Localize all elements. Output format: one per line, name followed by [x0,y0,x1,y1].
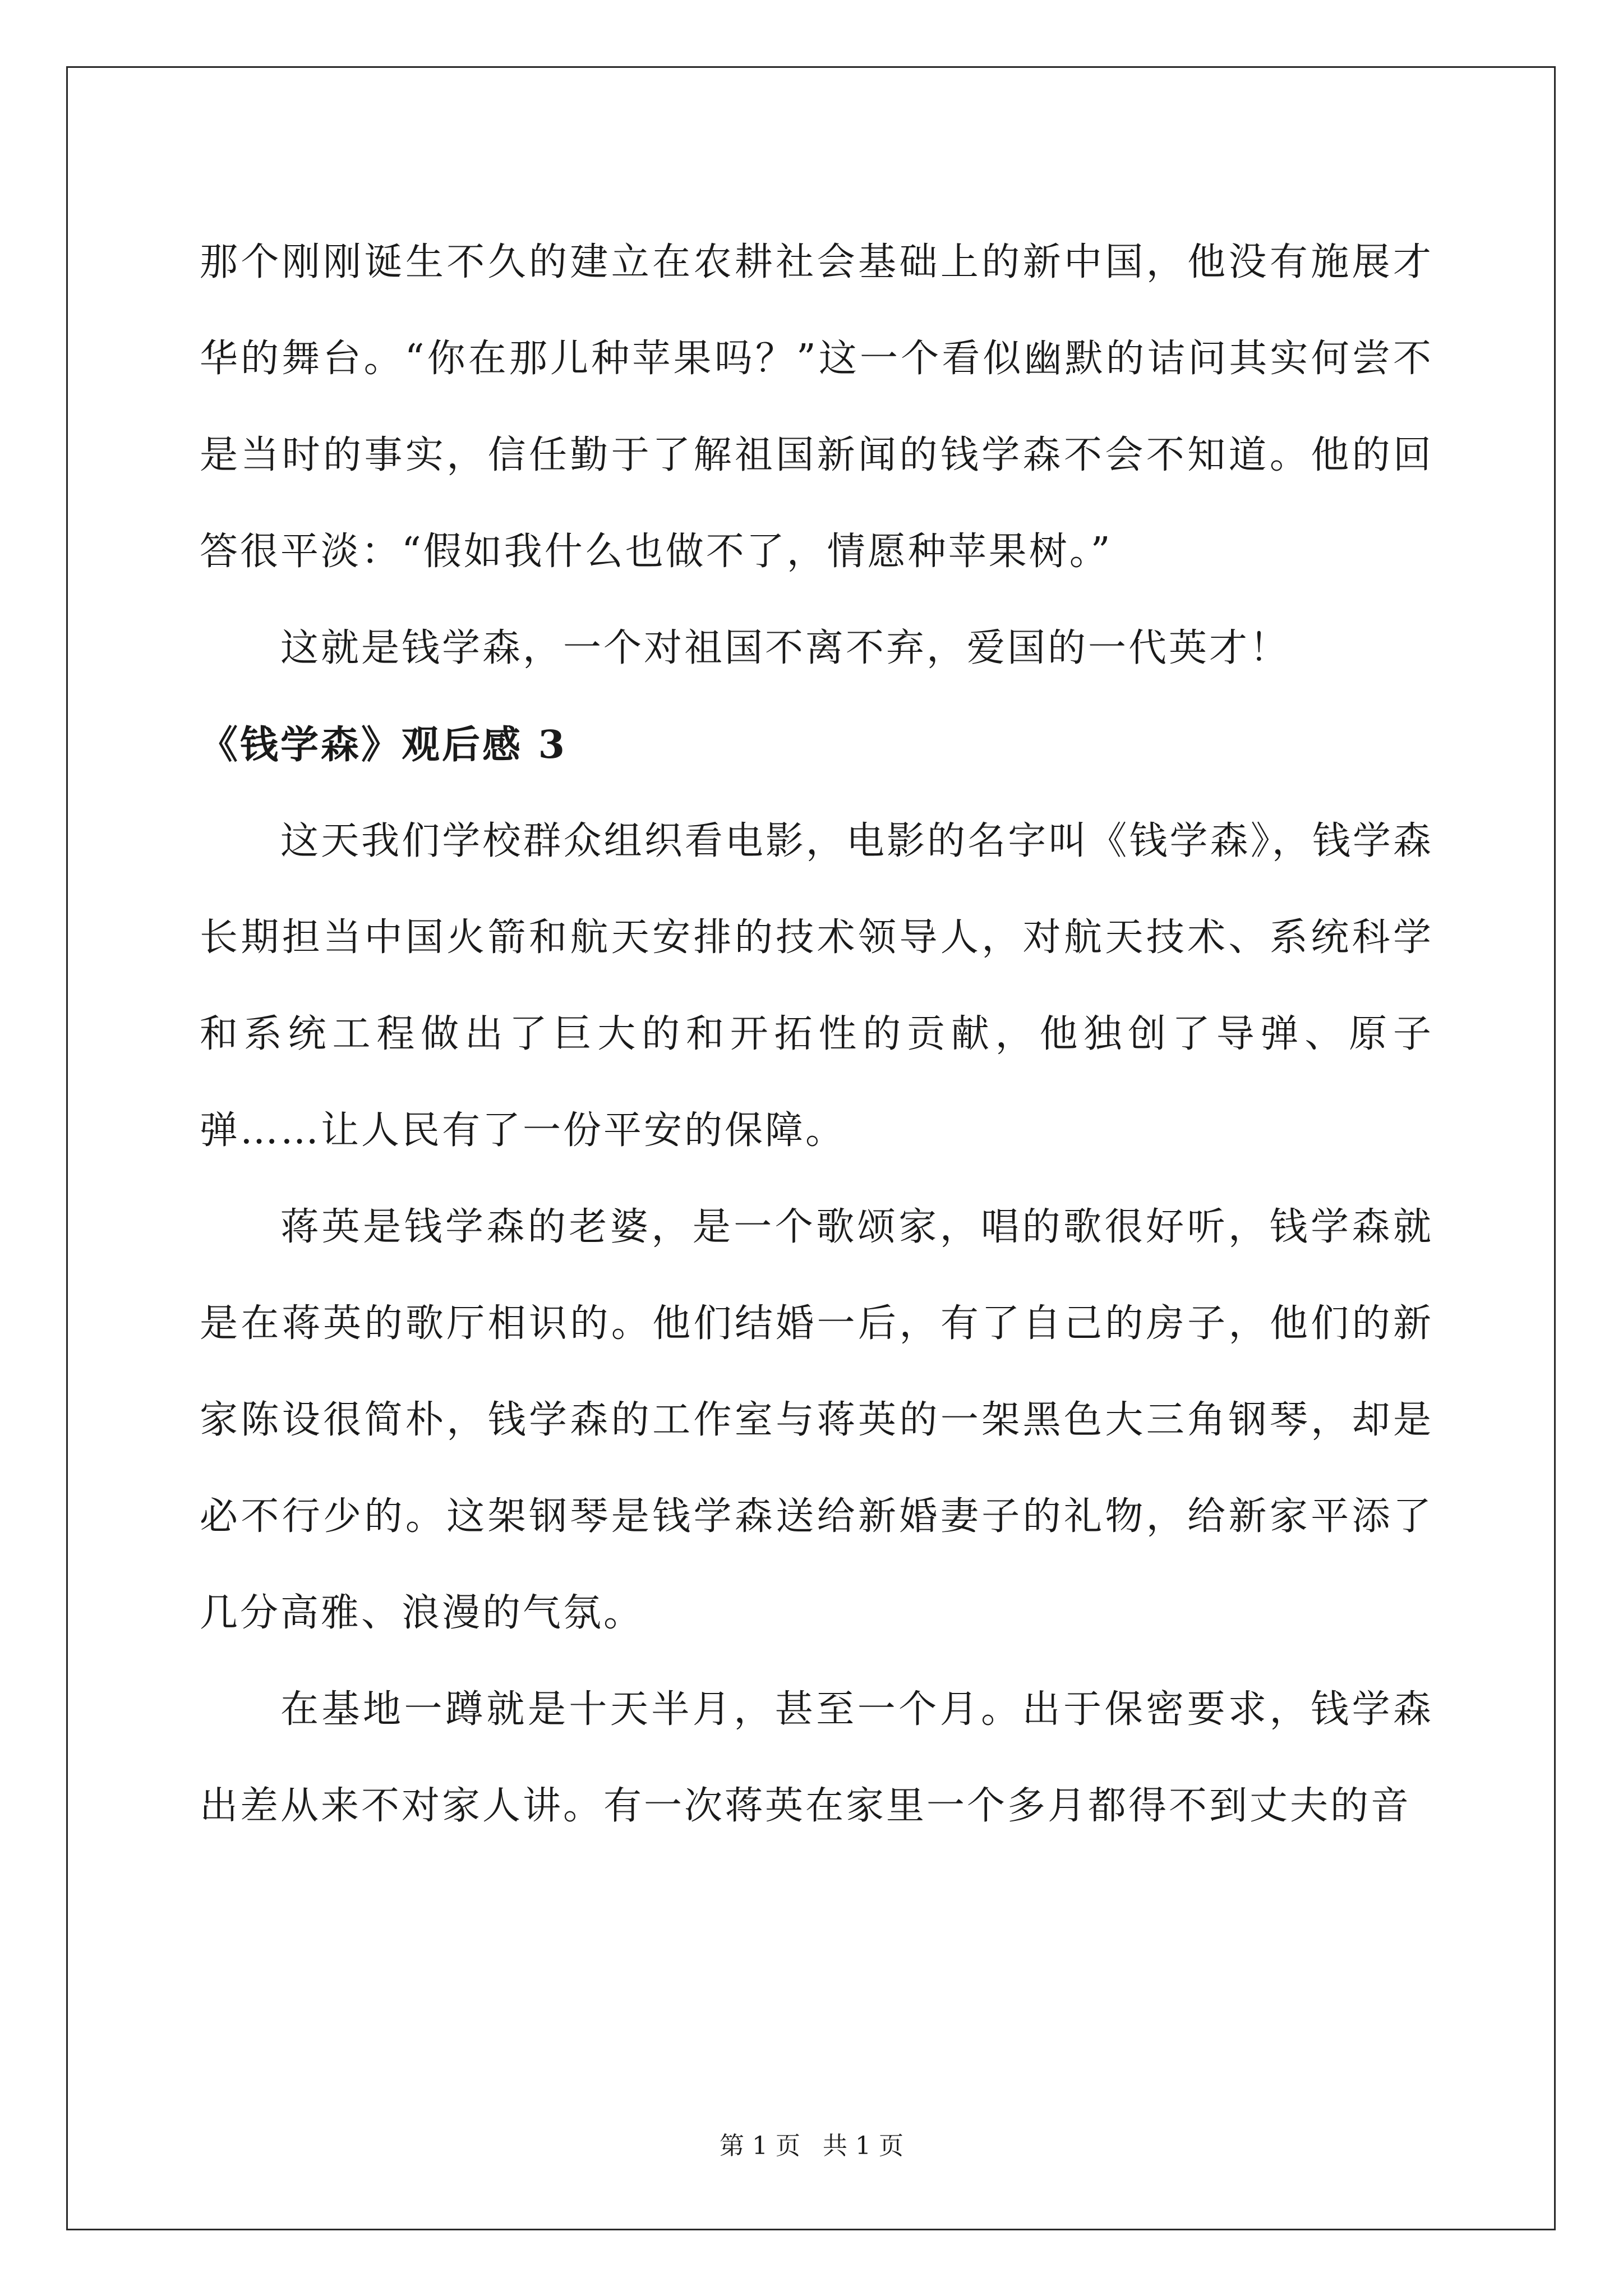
page-number: 第 1 页 [720,2132,800,2160]
section-paragraph-2: 蒋英是钱学森的老婆，是一个歌颂家，唱的歌很好听，钱学森就是在蒋英的歌厅相识的。他们结婚一后，有了自己的房子，他们的新家陈设很简朴，钱学森的工作室与蒋英的一架黑色大三角钢琴，却是必不行少的。这架钢琴是钱学森送给新婚妻子的礼物，给新家平添了几分高雅、浪漫的气氛。 [200,1205,1433,1635]
paragraph-2: 这就是钱学森，一个对祖国不离不弃，爱国的一代英才！ [280,626,1290,670]
document-body [200,214,1433,1855]
section-paragraph-3: 在基地一蹲就是十天半月，甚至一个月。出于保密要求，钱学森出差从来不对家人讲。有一次蒋英在家里一个多月都得不到丈夫的音 [200,1687,1433,1828]
page-total: 共 1 页 [823,2132,903,2160]
paragraph-1: 那个刚刚诞生不久的建立在农耕社会基础上的新中国，他没有施展才华的舞台。“你在那儿种苹果吗？”这一个看似幽默的诘问其实何尝不是当时的事实，信任勤于了解祖国新闻的钱学森不会不知道。他的回答很平淡：“假如我什么也做不了，情愿种苹果树。” [200,240,1433,574]
section-heading: 《钱学森》观后感 3 [200,723,567,767]
page-footer [0,2129,1623,2163]
section-paragraph-1: 这天我们学校群众组织看电影，电影的名字叫《钱学森》，钱学森长期担当中国火箭和航天安排的技术领导人，对航天技术、系统科学和系统工程做出了巨大的和开拓性的贡献，他独创了导弹、原子弹……让人民有了一份平安的保障。 [200,819,1433,1153]
